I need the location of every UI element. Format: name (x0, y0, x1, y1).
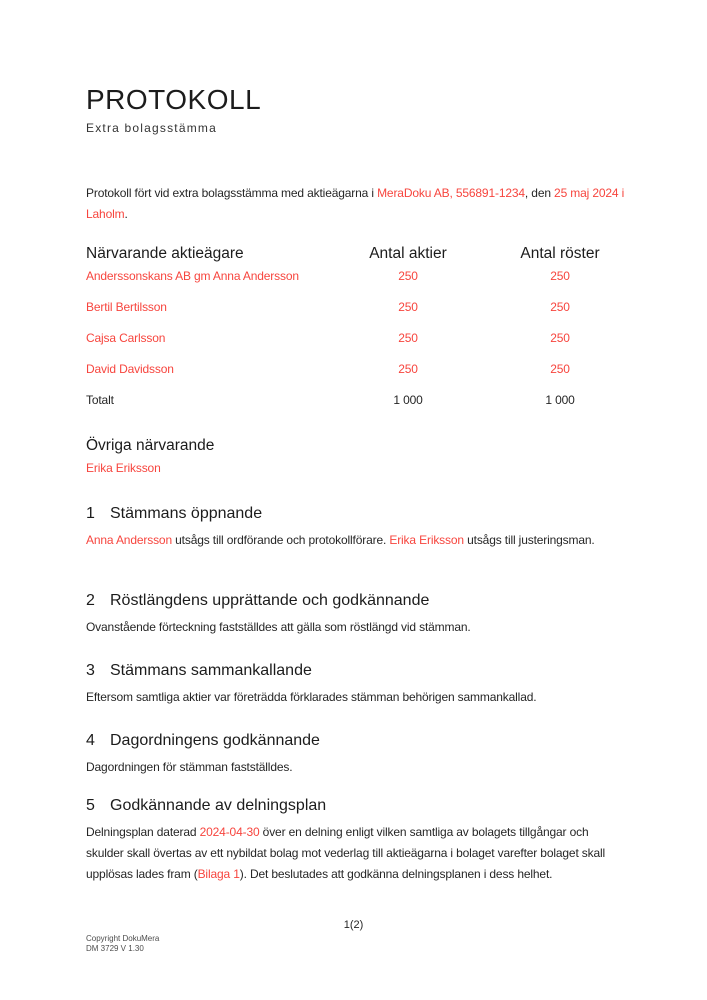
section-body (86, 757, 626, 778)
attendee-shares: 250 (398, 362, 418, 376)
section-heading (86, 795, 626, 816)
section-heading (86, 730, 626, 751)
attendee-votes: 250 (550, 300, 570, 314)
attendee-votes: 1 000 (545, 393, 575, 407)
text-run: Ovanstående förteckning fastställdes att gälla som röstlängd vid stämman. (86, 620, 471, 634)
attendee-votes: 250 (550, 362, 570, 376)
attendee-name: Anderssonskans AB gm Anna Andersson (86, 269, 299, 283)
attendee-row (86, 300, 620, 331)
section-title: Stämmans sammankallande (110, 662, 312, 679)
column-header-votes: Antal röster (520, 245, 600, 262)
text-run: ). Det beslutades att godkänna delningsplanen i dess helhet. (239, 867, 553, 881)
copyright-block (86, 934, 159, 954)
section-number: 5 (86, 797, 95, 814)
attendee-shares: 250 (398, 300, 418, 314)
attendees-table (86, 244, 620, 424)
attendee-name: Totalt (86, 393, 114, 407)
section-1 (86, 503, 626, 551)
template-field-value: Bilaga 1 (197, 867, 240, 881)
section-title: Dagordningens godkännande (110, 732, 320, 749)
attendee-shares: 250 (398, 331, 418, 345)
text-run: utsågs till justeringsman. (463, 533, 595, 547)
section-heading (86, 660, 626, 681)
section-title: Godkännande av delningsplan (110, 797, 327, 814)
section-2 (86, 590, 626, 638)
template-field-value: 25 maj 2024 i Laholm (86, 186, 625, 221)
section-number: 4 (86, 732, 95, 749)
section-heading (86, 590, 626, 611)
attendee-row (86, 269, 620, 300)
column-header-attendees: Närvarande aktieägare (86, 245, 244, 262)
template-field-value: Erika Eriksson (389, 533, 464, 547)
attendee-votes: 250 (550, 331, 570, 345)
copyright-line: Copyright DokuMera (86, 934, 160, 943)
section-number: 1 (86, 505, 95, 522)
others-present-block (86, 435, 214, 475)
text-run: Eftersom samtliga aktier var företrädda förklarades stämman behörigen sammankallad. (86, 690, 537, 704)
intro-paragraph (86, 183, 626, 225)
section-body (86, 617, 626, 638)
section-title: Röstlängdens upprättande och godkännande (110, 592, 430, 609)
template-field-value: 2024-04-30 (199, 825, 260, 839)
others-present-heading: Övriga närvarande (86, 437, 215, 454)
attendees-table-body (86, 269, 620, 424)
attendee-name: Bertil Bertilsson (86, 300, 167, 314)
section-heading (86, 503, 626, 524)
attendee-votes: 250 (550, 269, 570, 283)
section-title: Stämmans öppnande (110, 505, 263, 522)
attendee-shares: 250 (398, 269, 418, 283)
others-present-name: Erika Eriksson (86, 461, 161, 475)
text-run: . (124, 207, 128, 221)
attendee-row (86, 362, 620, 393)
section-body (86, 822, 626, 885)
attendee-shares: 1 000 (393, 393, 423, 407)
section-body (86, 687, 626, 708)
template-field-value: Anna Andersson (86, 533, 172, 547)
section-5 (86, 795, 626, 885)
section-3 (86, 660, 626, 708)
page-title: PROTOKOLL (86, 84, 262, 115)
attendee-name: David Davidsson (86, 362, 174, 376)
text-run: , den (524, 186, 555, 200)
column-header-shares: Antal aktier (369, 245, 447, 262)
page-subtitle: Extra bolagsstämma (86, 121, 217, 135)
section-4 (86, 730, 626, 778)
document-version: DM 3729 V 1.30 (86, 944, 144, 953)
page-number: 1(2) (343, 919, 364, 931)
text-run: Protokoll fört vid extra bolagsstämma med aktieägarna i (86, 186, 378, 200)
text-run: Dagordningen för stämman fastställdes. (86, 760, 293, 774)
text-run: över en delning enligt vilken samtliga av bolagets tillgångar och skulder skall övertas av ett nybildat bolag mot vederlag till aktieägarna i bolaget varefter bolaget skall upplösas lades fram ( (86, 825, 606, 881)
section-body (86, 530, 626, 551)
text-run: Delningsplan daterad (86, 825, 200, 839)
attendees-table-header (86, 244, 620, 264)
section-number: 3 (86, 662, 95, 679)
template-field-value: MeraDoku AB, 556891-1234 (377, 186, 525, 200)
text-run: utsågs till ordförande och protokollförare. (171, 533, 390, 547)
section-number: 2 (86, 592, 95, 609)
attendee-row (86, 331, 620, 362)
attendee-row (86, 393, 620, 424)
attendee-name: Cajsa Carlsson (86, 331, 166, 345)
